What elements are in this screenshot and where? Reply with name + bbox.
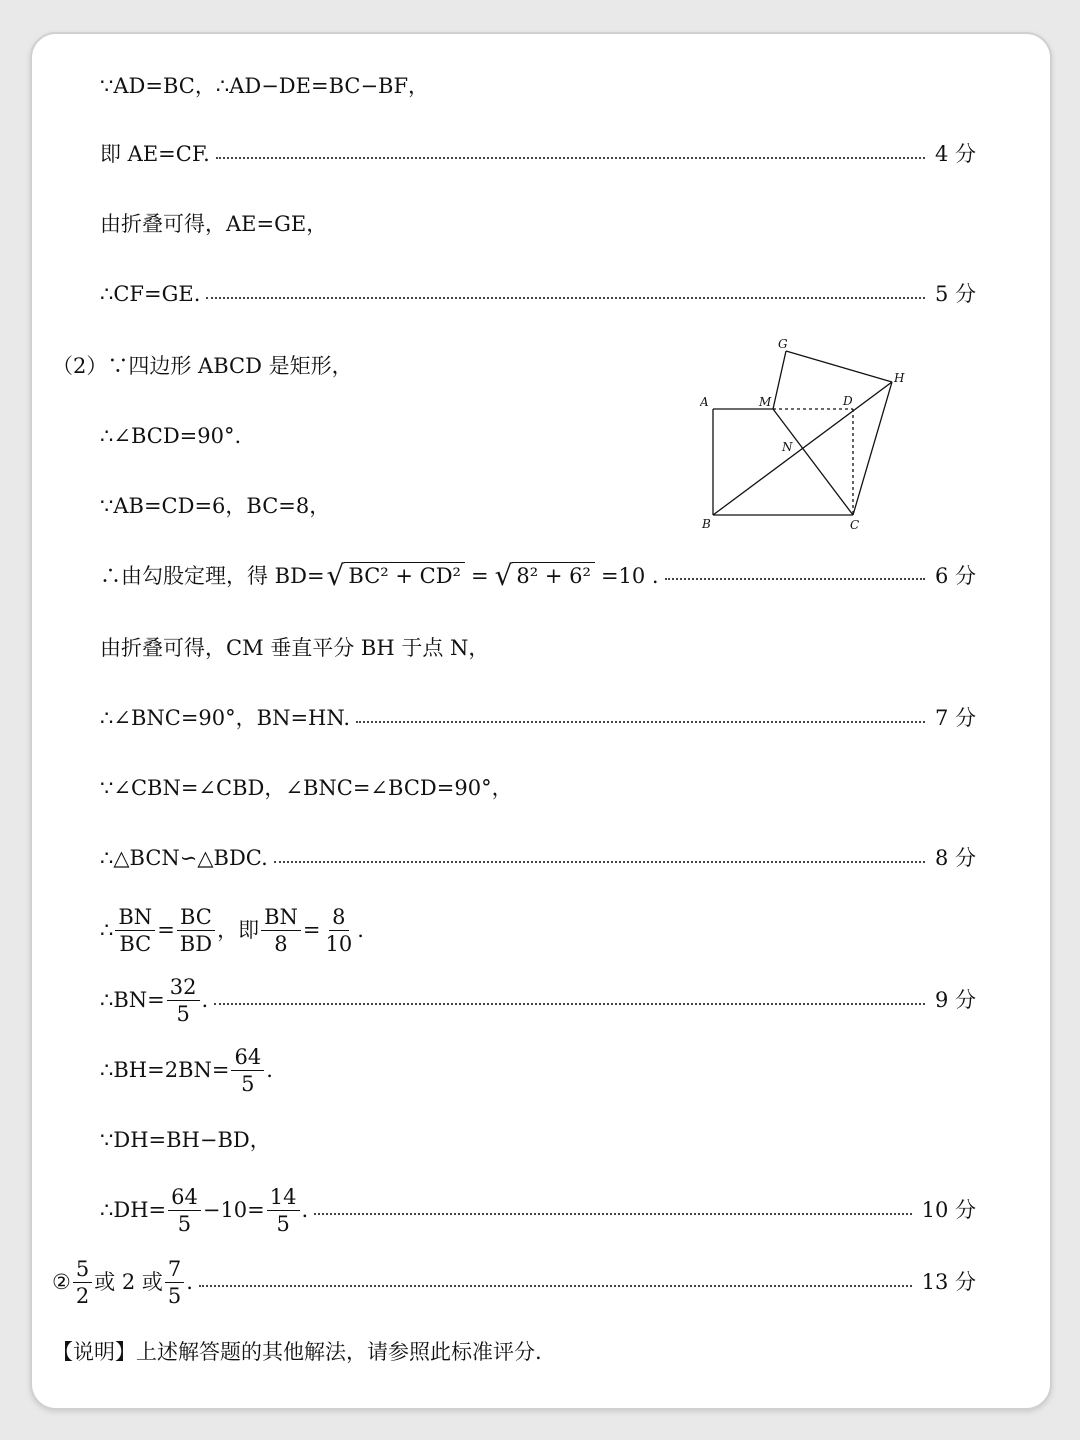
line-9: 由折叠可得，CM 垂直平分 BH 于点 N， <box>100 636 490 660</box>
dot-leader <box>216 157 925 159</box>
geometry-figure <box>700 336 920 532</box>
label-b: B <box>702 517 711 531</box>
dot-leader <box>214 1003 925 1005</box>
sqrt-icon: √ <box>494 559 513 592</box>
score-13: 13 分 <box>921 1270 976 1295</box>
line-10: ∴∠BNC=90°，BN=HN. 7 分 <box>100 706 976 730</box>
fraction: $\frac{BC}{BD}$ <box>177 904 215 958</box>
score-5: 5 分 <box>934 282 976 306</box>
label-m: M <box>759 395 772 409</box>
line-3: 由折叠可得，AE=GE， <box>100 212 328 236</box>
dot-leader <box>199 1285 912 1287</box>
dot-leader <box>356 721 925 723</box>
fraction: $\frac{14}{5}$ <box>267 1184 300 1238</box>
line-17: ∴DH= $\frac{64}{5}$ −10= $\frac{14}{5}$ . 10 分 <box>100 1185 976 1237</box>
score-8: 8 分 <box>934 846 976 870</box>
answer-sheet <box>30 32 1052 1410</box>
label-n: N <box>782 440 793 454</box>
score-7: 7 分 <box>934 706 976 730</box>
dot-leader <box>665 578 925 580</box>
score-9: 9 分 <box>934 988 976 1013</box>
fraction: $\frac{8}{10}$ <box>325 905 353 957</box>
dot-leader <box>274 861 925 863</box>
line-18: ② $\frac{5}{2}$ 或 2 或 $\frac{7}{5}$ . 13 分 <box>52 1257 976 1309</box>
radical-2: √ 8² + 6² <box>495 562 595 590</box>
note-line: 【说明】上述解答题的其他解法，请参照此标准评分. <box>52 1340 542 1364</box>
score-10: 10 分 <box>921 1198 976 1223</box>
label-g: G <box>778 337 788 351</box>
radical-1: √ BC² + CD² <box>327 562 465 590</box>
line-1: ∵AD=BC，∴AD−DE=BC−BF， <box>100 74 430 98</box>
fraction: $\frac{7}{5}$ <box>165 1256 184 1310</box>
line-11: ∵∠CBN=∠CBD，∠BNC=∠BCD=90°， <box>100 776 513 800</box>
fraction: $\frac{BN}{BC}$ <box>115 904 155 958</box>
line-13: ∴ $\frac{BN}{BC}$ = $\frac{BC}{BD}$ ，即 $\frac{BN}{8}$ = $\frac{8}{10}$ . <box>100 905 364 957</box>
score-4: 4 分 <box>934 142 976 166</box>
label-c: C <box>850 518 860 532</box>
dot-leader <box>206 297 925 299</box>
line-5: （2）∵四边形 ABCD 是矩形， <box>52 354 353 378</box>
segment-gh <box>786 351 892 382</box>
line-6: ∴∠BCD=90°. <box>100 424 242 448</box>
line-2: 即 AE=CF. 4 分 <box>100 142 976 166</box>
score-6: 6 分 <box>934 563 976 588</box>
line-16: ∵DH=BH−BD， <box>100 1128 271 1152</box>
fraction: $\frac{64}{5}$ <box>231 1044 264 1098</box>
fraction: $\frac{5}{2}$ <box>73 1256 92 1310</box>
fraction: $\frac{32}{5}$ <box>167 974 200 1028</box>
line-8: ∴由勾股定理，得 BD= √ BC² + CD² = √ 8² + 6² =10 . 6 分 <box>100 559 976 592</box>
line-4: ∴CF=GE. 5 分 <box>100 282 976 306</box>
fraction: $\frac{64}{5}$ <box>168 1184 201 1238</box>
segment-hc <box>853 382 892 515</box>
sqrt-icon: √ <box>326 559 345 592</box>
line-7: ∵AB=CD=6，BC=8， <box>100 494 331 518</box>
fraction: $\frac{BN}{8}$ <box>261 904 301 958</box>
label-h: H <box>894 371 905 385</box>
line-14: ∴BN= $\frac{32}{5}$ . 9 分 <box>100 975 976 1027</box>
line-12: ∴△BCN∽△BDC. 8 分 <box>100 846 976 870</box>
label-d: D <box>843 394 853 408</box>
segment-mg <box>773 351 786 409</box>
dot-leader <box>314 1213 911 1215</box>
label-a: A <box>700 395 709 409</box>
line-15: ∴BH=2BN= $\frac{64}{5}$ . <box>100 1045 273 1097</box>
